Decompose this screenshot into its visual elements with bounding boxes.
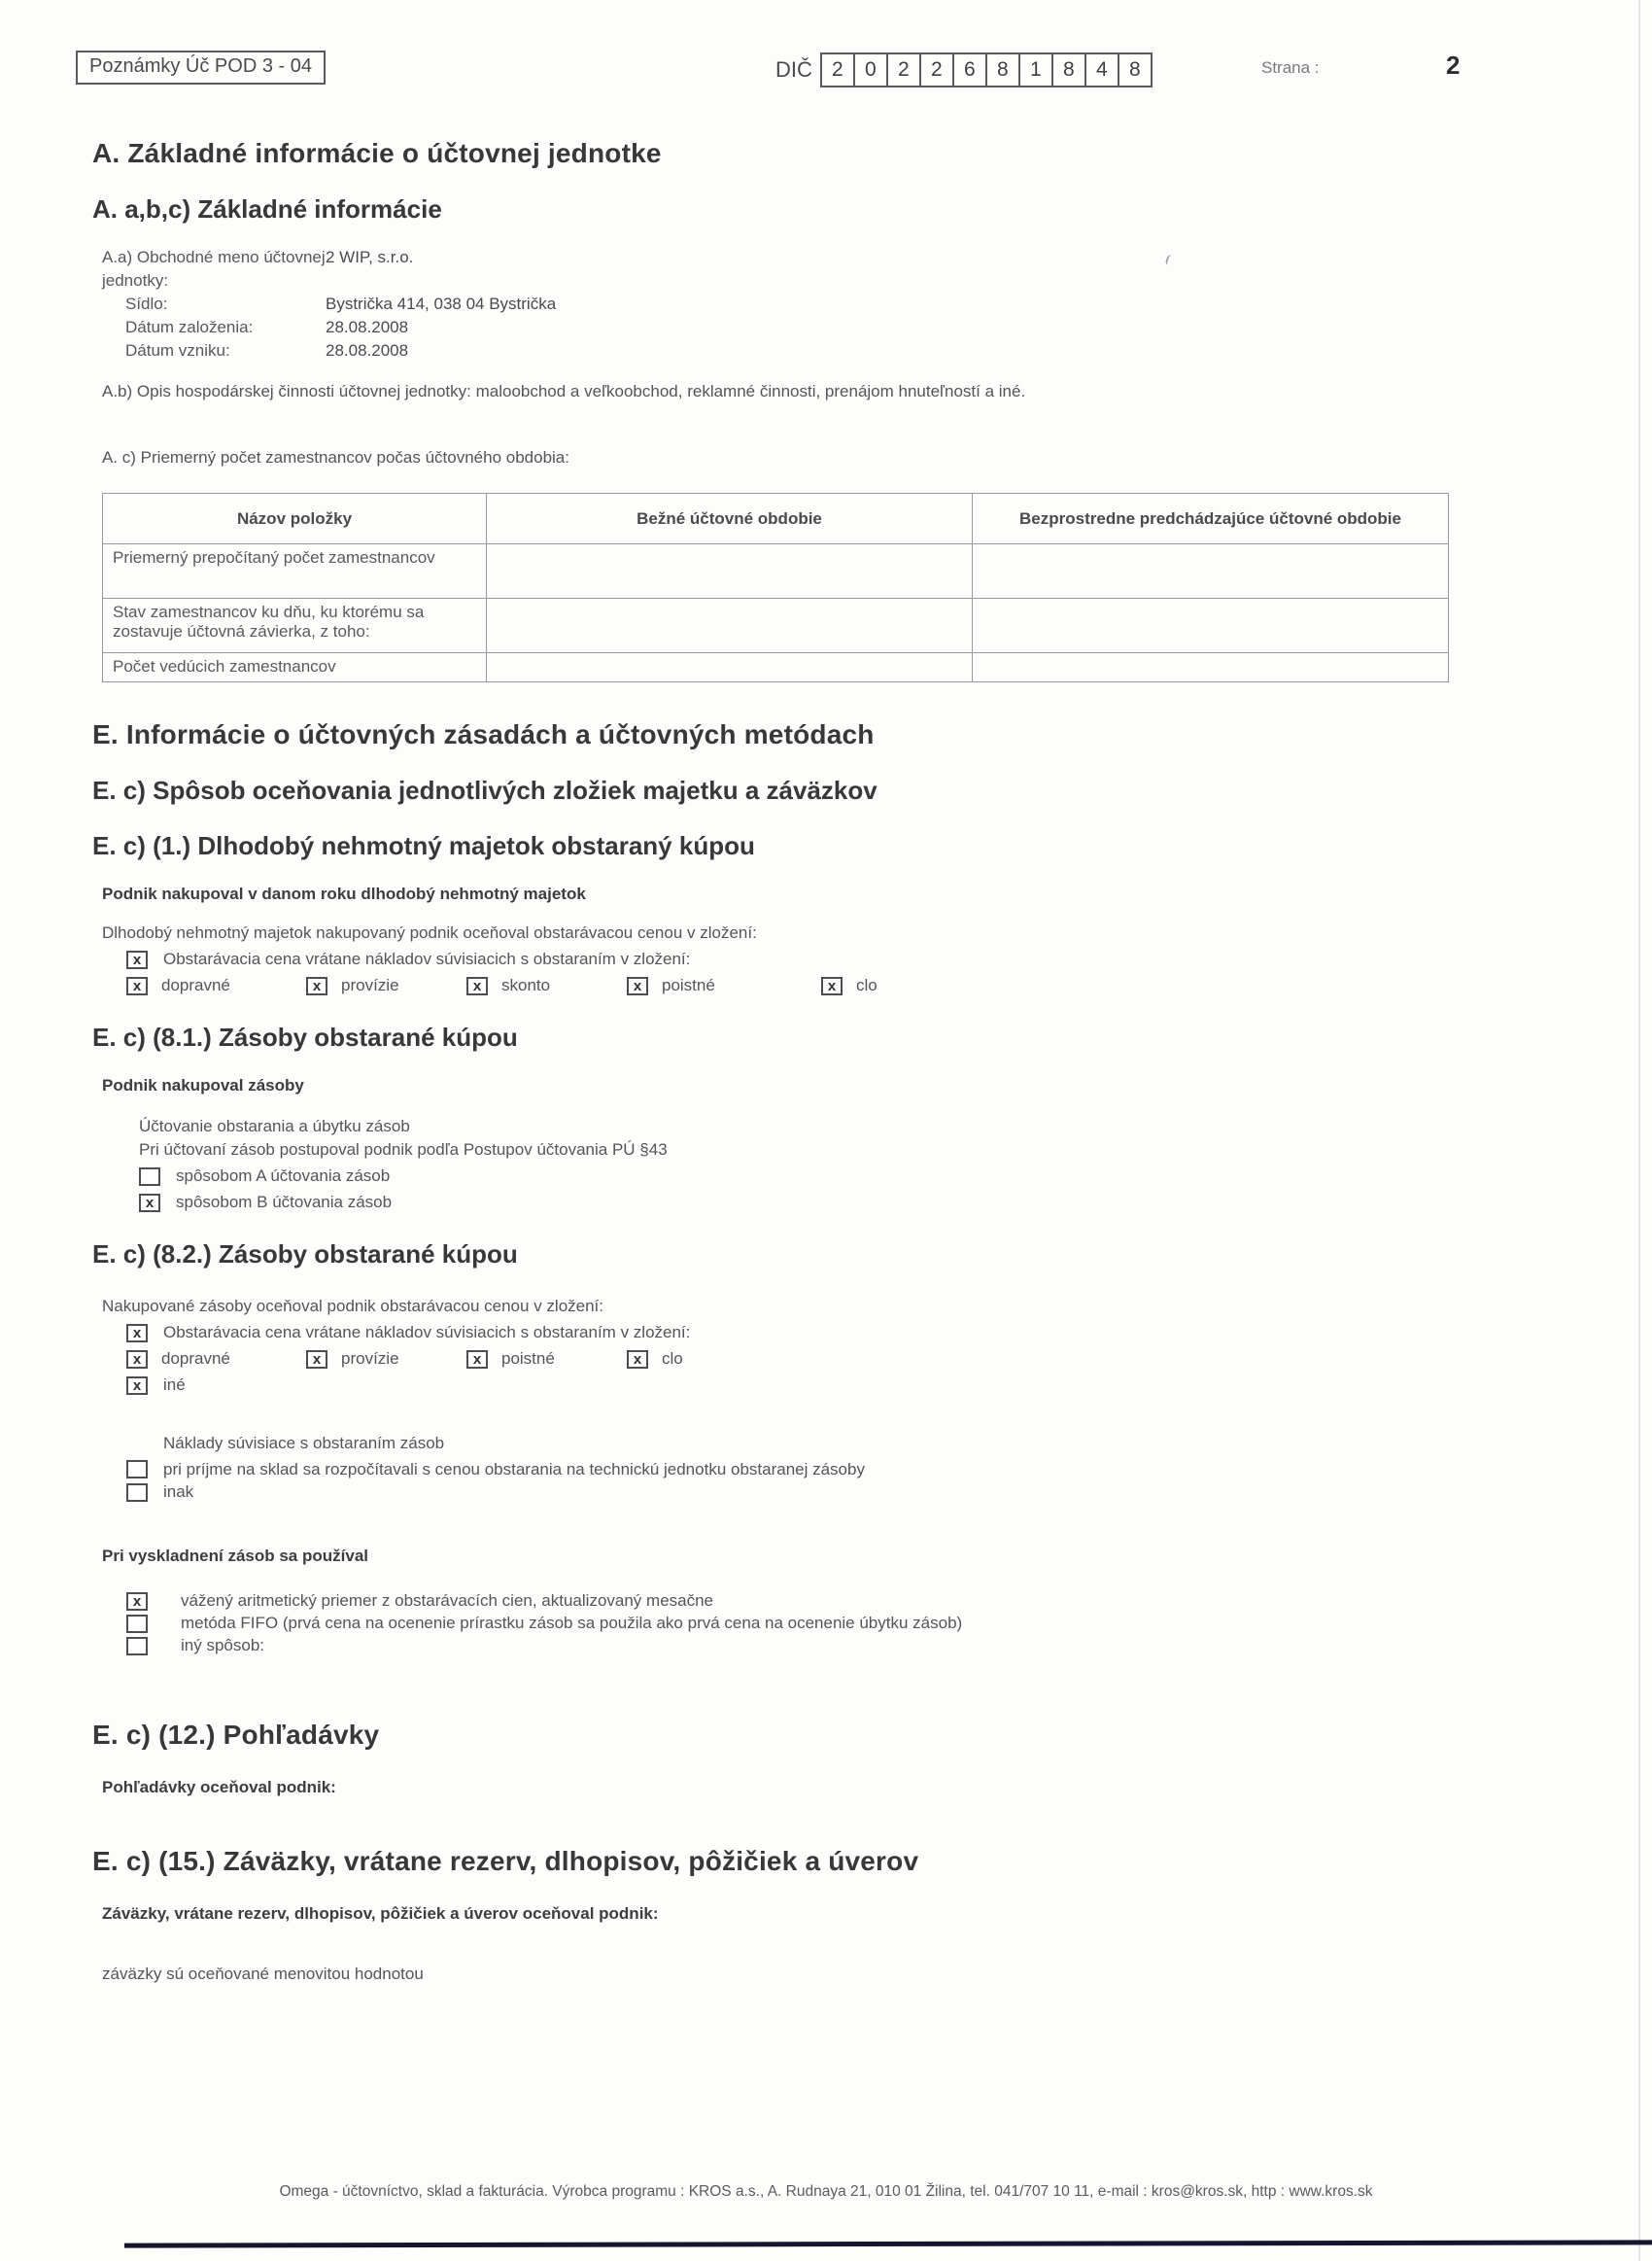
ec1-checkbox-row (92, 976, 1492, 995)
company-name-label: A.a) Obchodné meno účtovnej jednotky: (102, 248, 326, 290)
ec82-checkbox-row (92, 1349, 1492, 1369)
naklady-title: Náklady súvisiace s obstaraním zásob (163, 1434, 445, 1452)
checkbox-label: provízie (341, 1349, 399, 1368)
info-row-origin-date (102, 339, 1492, 363)
dic-digit: 4 (1084, 52, 1119, 87)
checkbox-label: dopravné (161, 976, 230, 994)
checkbox: x (627, 977, 648, 995)
checkbox-label: vážený aritmetický priemer z obstarávacích cien, aktualizovaný mesačne (181, 1591, 714, 1610)
dic-digit: 6 (952, 52, 987, 87)
section-e-heading: E. Informácie o účtovných zásadách a účtovných metódach (92, 719, 875, 749)
checkbox: x (821, 977, 843, 995)
table-cell-current (487, 544, 973, 599)
ec1-bold-line: Podnik nakupoval v danom roku dlhodobý nehmotný majetok (102, 885, 586, 903)
checkbox-label: dopravné (161, 1349, 230, 1368)
checkbox: x (126, 1592, 148, 1611)
dic-digit: 2 (820, 52, 855, 87)
naklady-checkbox-2 (92, 1482, 1492, 1502)
employees-table (102, 493, 1449, 682)
company-info-block (92, 246, 1492, 363)
naklady-checkbox-1 (92, 1460, 1492, 1479)
checkbox: x (139, 1194, 160, 1212)
origin-date-label: Dátum vzniku: (125, 341, 230, 360)
checkbox-item (466, 1349, 627, 1369)
checkbox: x (627, 1350, 648, 1369)
ec81-bold-line: Podnik nakupoval zásoby (102, 1076, 304, 1095)
ec1-intro-line: Dlhodobý nehmotný majetok nakupovaný podnik oceňoval obstarávacou cenou v zložení: (102, 923, 757, 942)
table-row-label: Priemerný prepočítaný počet zamestnancov (103, 544, 487, 599)
checkbox-item (821, 976, 878, 995)
vyskladnenie-title: Pri vyskladnení zásob sa používal (102, 1547, 368, 1565)
ec81-checkbox-a (92, 1166, 1492, 1186)
origin-date-value: 28.08.2008 (326, 341, 409, 360)
scan-bottom-artifact (124, 2240, 1652, 2247)
checkbox-label: iné (163, 1375, 186, 1394)
table-row (103, 544, 1449, 599)
dic-group (775, 52, 1153, 87)
section-a-heading: A. Základné informácie o účtovnej jednotke (92, 138, 662, 168)
table-cell-previous (973, 653, 1449, 682)
address-value: Bystrička 414, 038 04 Bystrička (326, 295, 557, 313)
table-row (103, 653, 1449, 682)
dic-digit: 2 (919, 52, 954, 87)
ec1-main-checkbox-line (92, 950, 1492, 969)
ec82-intro-line: Nakupované zásoby oceňoval podnik obstarávacou cenou v zložení: (102, 1297, 604, 1315)
address-label: Sídlo: (125, 295, 168, 313)
ec81-checkbox-b (92, 1193, 1492, 1212)
checkbox-item (306, 1349, 466, 1369)
checkbox: x (466, 977, 488, 995)
checkbox-item (126, 1349, 306, 1369)
footer-text: Omega - účtovníctvo, sklad a fakturácia. Výrobca programu : KROS a.s., A. Rudnaya 21, 010 01 Žilina, tel. 041/707 10 11, e-mail : kros@kros.sk, http : www.kros.sk (279, 2183, 1373, 2200)
section-ab-line: A.b) Opis hospodárskej činnosti účtovnej jednotky: maloobchod a veľkoobchod, reklamné činnosti, prenájom hnuteľností a iné. (102, 382, 1026, 400)
table-cell-previous (973, 599, 1449, 653)
table-header-nazov: Názov položky (103, 494, 487, 544)
checkbox-item (627, 976, 821, 995)
checkbox: x (126, 1324, 148, 1342)
ec81-line2: Pri účtovaní zásob postupoval podnik podľa Postupov účtovania PÚ §43 (139, 1140, 668, 1159)
checkbox (126, 1483, 148, 1502)
info-row-company-name (102, 246, 1492, 293)
checkbox: x (126, 1350, 148, 1369)
checkbox: x (306, 977, 327, 995)
table-header-bezne: Bežné účtovné obdobie (487, 494, 973, 544)
vyskladnenie-checkbox-3 (92, 1636, 1492, 1655)
checkbox-item (627, 1349, 683, 1369)
dic-digit: 8 (985, 52, 1020, 87)
section-ac-line: A. c) Priemerný počet zamestnancov počas účtovného obdobia: (102, 448, 569, 467)
checkbox (126, 1615, 148, 1633)
section-ec12-heading: E. c) (12.) Pohľadávky (92, 1720, 380, 1750)
ec82-checkbox-ine (92, 1375, 1492, 1395)
checkbox-label: inak (163, 1482, 194, 1501)
dic-digit: 8 (1118, 52, 1153, 87)
dic-digit: 2 (886, 52, 921, 87)
checkbox-item (306, 976, 466, 995)
checkbox-label: iný spôsob: (181, 1636, 264, 1654)
ec15-value-line: záväzky sú oceňované menovitou hodnotou (102, 1965, 424, 1983)
vyskladnenie-checkbox-1 (92, 1591, 1492, 1611)
ec12-bold-line: Pohľadávky oceňoval podnik: (102, 1778, 336, 1796)
checkbox-label: poistné (662, 976, 715, 994)
checkbox-label: Obstarávacia cena vrátane nákladov súvisiacich s obstaraním v zložení: (163, 950, 691, 968)
table-header-row (103, 494, 1449, 544)
section-ec-heading: E. c) Spôsob oceňovania jednotlivých zložiek majetku a záväzkov (92, 776, 878, 805)
checkbox: x (126, 977, 148, 995)
checkbox-label: spôsobom A účtovania zásob (176, 1166, 391, 1185)
document-body (92, 138, 1492, 1984)
table-row-label: Stav zamestnancov ku dňu, ku ktorému sa zostavuje účtovná závierka, z toho: (103, 599, 487, 653)
scan-edge-line (1638, 0, 1640, 2261)
checkbox-label: clo (856, 976, 878, 994)
ec82-main-checkbox-line (92, 1323, 1492, 1342)
section-ec1-heading: E. c) (1.) Dlhodobý nehmotný majetok obstaraný kúpou (92, 831, 755, 860)
vyskladnenie-checkbox-2 (92, 1614, 1492, 1633)
checkbox (139, 1167, 160, 1186)
ec15-bold-line: Záväzky, vrátane rezerv, dlhopisov, pôžičiek a úverov oceňoval podnik: (102, 1904, 659, 1923)
page-number: 2 (1446, 51, 1461, 80)
dic-digit: 0 (853, 52, 888, 87)
checkbox-item (466, 976, 627, 995)
section-ec81-heading: E. c) (8.1.) Zásoby obstarané kúpou (92, 1023, 518, 1052)
checkbox-label: clo (662, 1349, 683, 1368)
checkbox (126, 1460, 148, 1478)
section-ec82-heading: E. c) (8.2.) Zásoby obstarané kúpou (92, 1239, 518, 1269)
dic-label: DIČ (775, 57, 812, 82)
checkbox: x (126, 951, 148, 969)
table-header-predchadzajuce: Bezprostredne predchádzajúce účtovné obdobie (973, 494, 1449, 544)
info-row-address (102, 293, 1492, 316)
table-cell-current (487, 599, 973, 653)
form-title-box: Poznámky Úč POD 3 - 04 (76, 51, 326, 85)
checkbox-label: metóda FIFO (prvá cena na ocenenie prírastku zásob sa použila ako prvá cena na ocenenie úbytku zásob) (181, 1614, 963, 1632)
dic-digit-boxes (822, 52, 1153, 87)
dic-digit: 8 (1051, 52, 1086, 87)
info-row-founded-date (102, 316, 1492, 339)
table-cell-previous (973, 544, 1449, 599)
table-row-label: Počet vedúcich zamestnancov (103, 653, 487, 682)
founded-date-label: Dátum založenia: (125, 318, 254, 336)
founded-date-value: 28.08.2008 (326, 318, 409, 336)
checkbox-label: spôsobom B účtovania zásob (176, 1193, 393, 1211)
checkbox-label: provízie (341, 976, 399, 994)
strana-label: Strana : (1261, 58, 1320, 77)
table-row (103, 599, 1449, 653)
checkbox-label: Obstarávacia cena vrátane nákladov súvisiacich s obstaraním v zložení: (163, 1323, 691, 1341)
checkbox-label: pri príjme na sklad sa rozpočítavali s cenou obstarania na technickú jednotku obstaranej zásoby (163, 1460, 865, 1478)
company-name-value: 2 WIP, s.r.o. (326, 248, 414, 266)
table-cell-current (487, 653, 973, 682)
checkbox: x (466, 1350, 488, 1369)
checkbox: x (126, 1376, 148, 1395)
ec81-line1: Účtovanie obstarania a úbytku zásob (139, 1117, 410, 1135)
section-ec15-heading: E. c) (15.) Záväzky, vrátane rezerv, dlhopisov, pôžičiek a úverov (92, 1846, 919, 1876)
checkbox-item (126, 976, 306, 995)
checkbox: x (306, 1350, 327, 1369)
checkbox-label: poistné (501, 1349, 555, 1368)
checkbox (126, 1637, 148, 1655)
checkbox-label: skonto (501, 976, 551, 994)
section-a-sub-heading: A. a,b,c) Základné informácie (92, 194, 442, 224)
page-header (0, 49, 1652, 93)
dic-digit: 1 (1018, 52, 1053, 87)
